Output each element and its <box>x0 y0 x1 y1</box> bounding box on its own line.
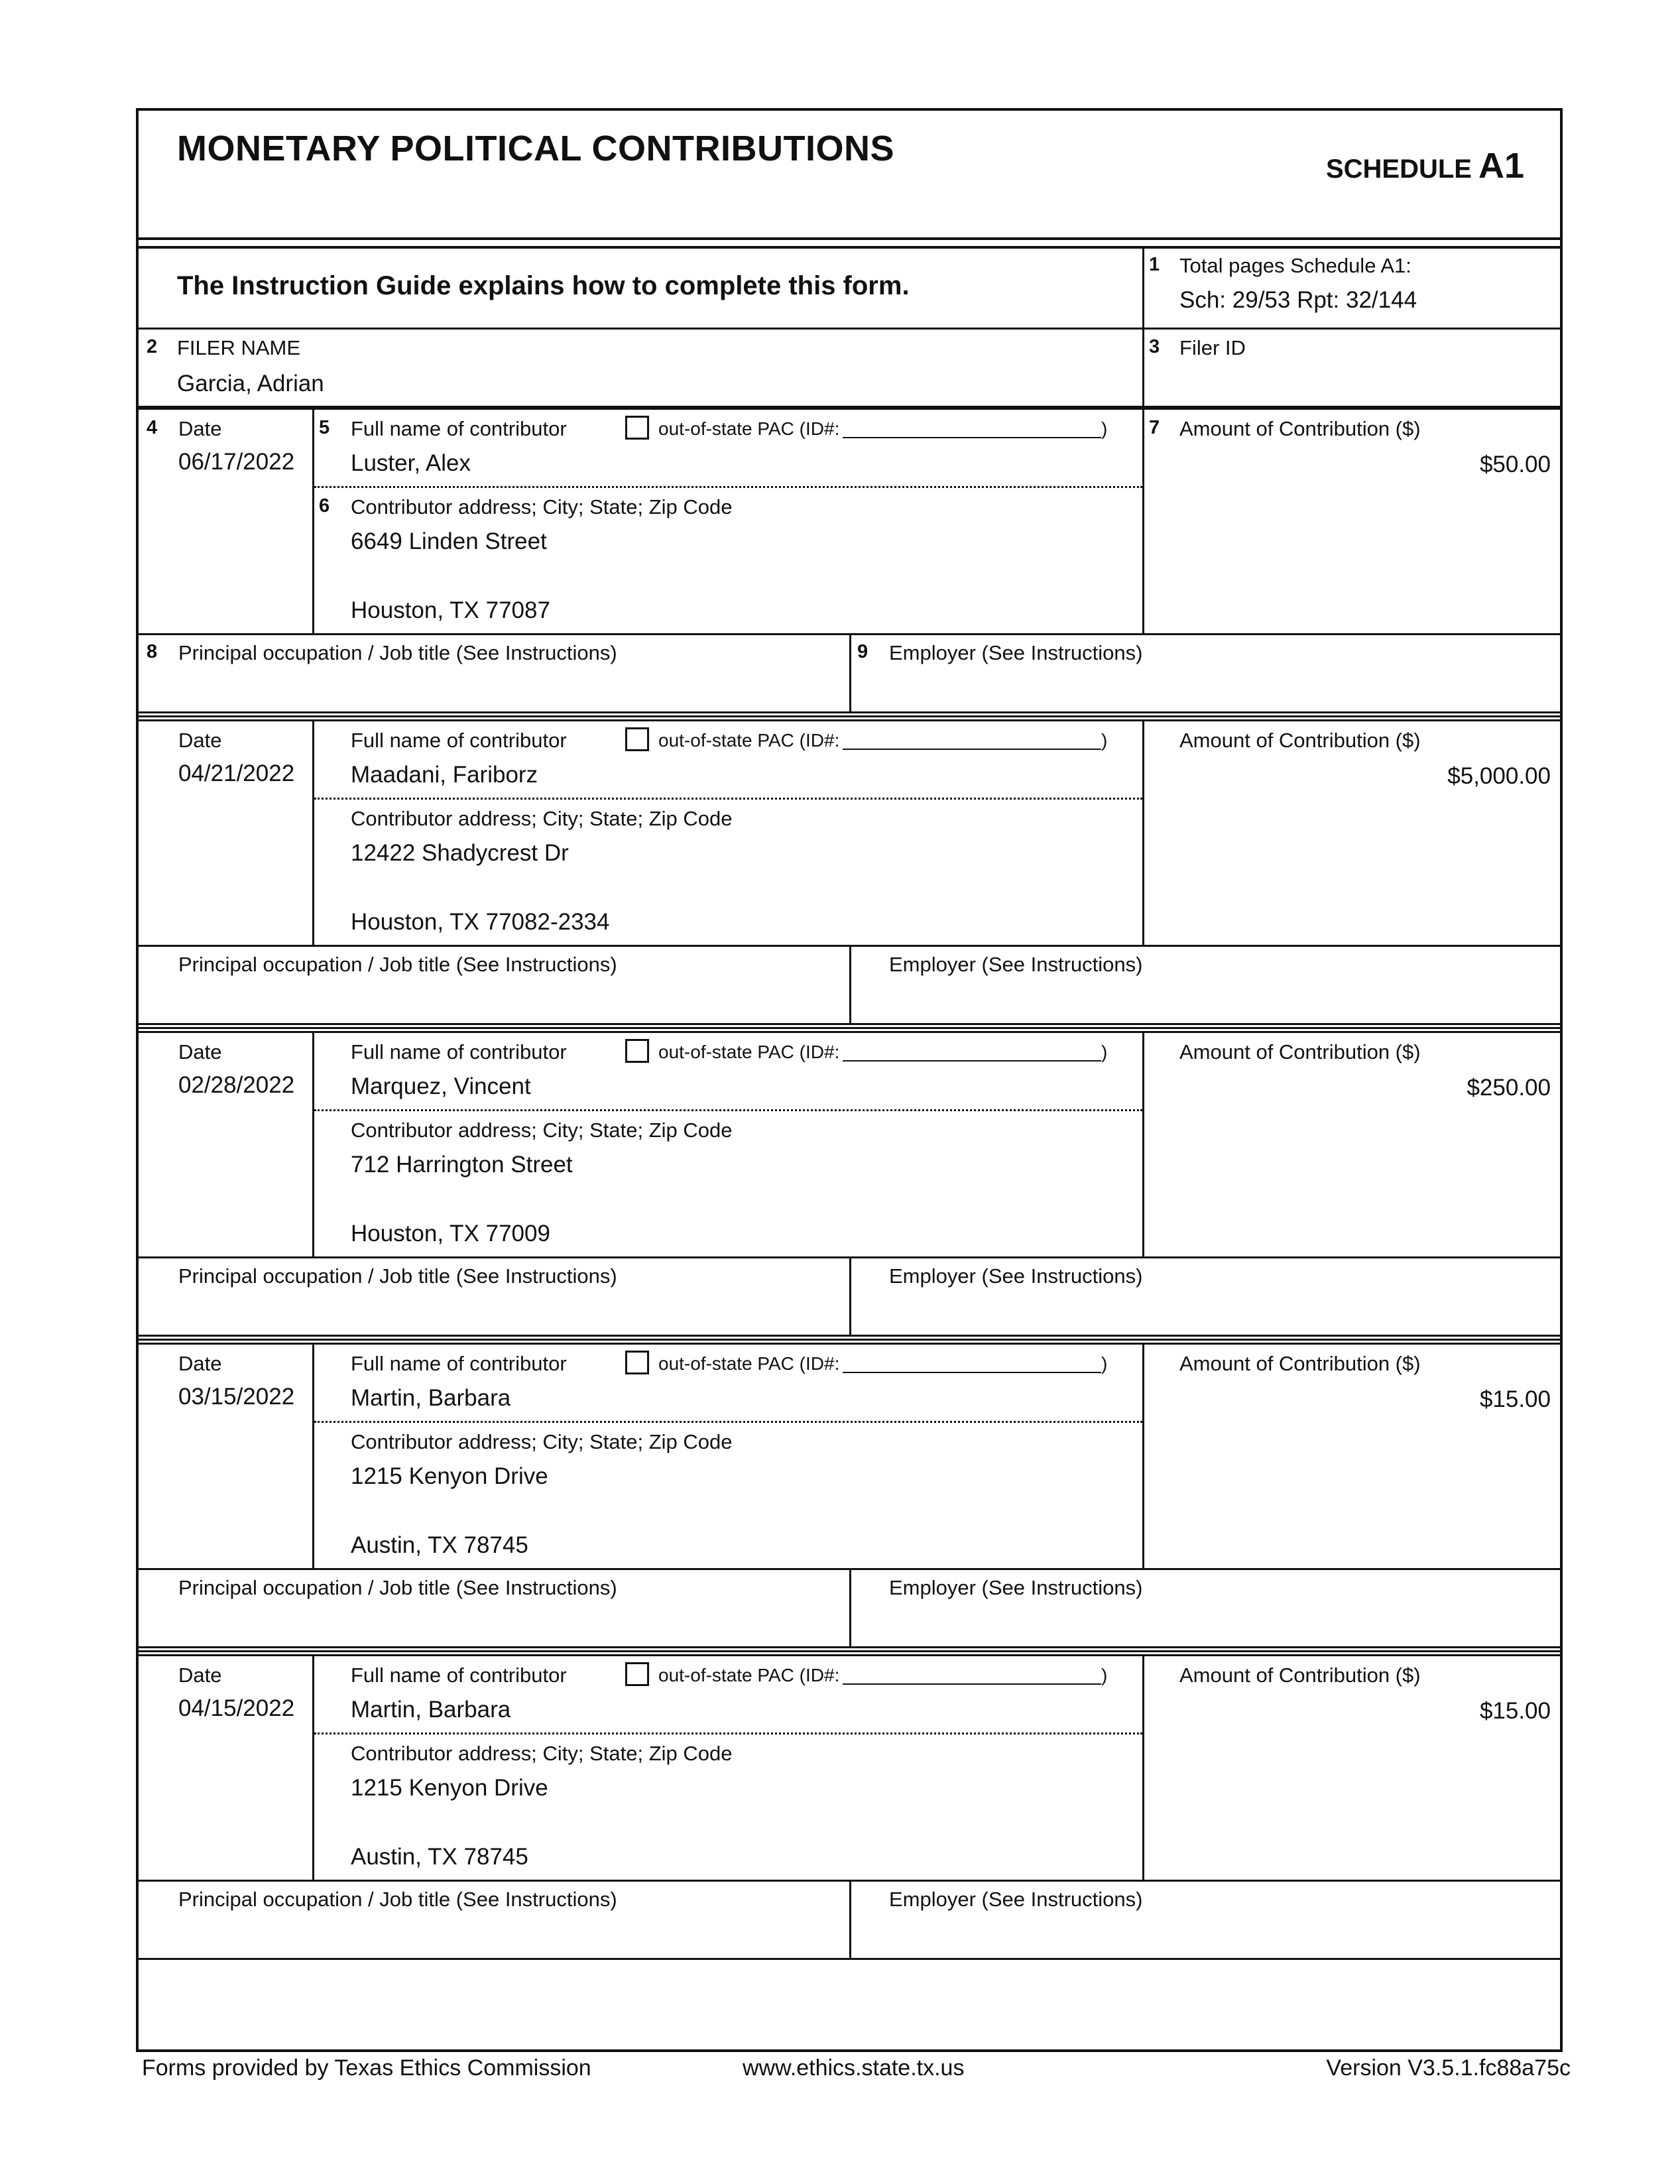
field-number: 3 <box>1149 336 1160 357</box>
date-label: Date <box>178 1352 222 1375</box>
contributor-name: Maadani, Fariborz <box>351 762 538 788</box>
pac-label-close: ) <box>1101 418 1108 439</box>
contribution-amount: $15.00 <box>1479 1698 1551 1724</box>
contributor-name-label: Full name of contributor <box>351 729 567 752</box>
address-label: Contributor address; City; State; Zip Code <box>351 1119 733 1142</box>
pac-label: out-of-state PAC (ID#: <box>658 418 840 439</box>
pac-label: out-of-state PAC (ID#: <box>658 1042 840 1062</box>
filer-id-label: Filer ID <box>1179 336 1246 359</box>
address-label: Contributor address; City; State; Zip Code <box>351 1430 733 1453</box>
pac-label-close: ) <box>1101 1042 1108 1062</box>
occupation-label: Principal occupation / Job title (See Instructions) <box>178 1264 617 1288</box>
field-number: 2 <box>147 336 158 357</box>
pac-label: out-of-state PAC (ID#: <box>658 1353 840 1374</box>
amount-label: Amount of Contribution ($) <box>1179 1040 1421 1063</box>
instruction-text: The Instruction Guide explains how to complete this form. <box>177 271 910 300</box>
amount-label: Amount of Contribution ($) <box>1179 1352 1421 1375</box>
out-of-state-pac-checkbox[interactable] <box>625 1662 649 1686</box>
schedule-label <box>1326 145 1524 186</box>
field-number: 9 <box>857 641 869 662</box>
contributor-street: 12422 Shadycrest Dr <box>351 840 569 866</box>
employer-label: Employer (See Instructions) <box>889 1264 1143 1288</box>
contribution-amount: $50.00 <box>1479 452 1551 477</box>
out-of-state-pac-checkbox[interactable] <box>625 1351 649 1374</box>
entry-top-border <box>139 408 1560 410</box>
address-label: Contributor address; City; State; Zip Code <box>351 495 733 518</box>
pac-label-close: ) <box>1101 1353 1108 1374</box>
contribution-entry <box>139 1031 1560 1335</box>
contributor-name: Martin, Barbara <box>351 1385 511 1411</box>
amount-label: Amount of Contribution ($) <box>1179 1664 1421 1687</box>
entry-top-border <box>139 1343 1560 1345</box>
divider <box>849 945 851 1023</box>
contribution-entry <box>139 1654 1560 1958</box>
date-label: Date <box>178 729 222 752</box>
total-pages-value: Sch: 29/53 Rpt: 32/144 <box>1179 287 1417 313</box>
form-header <box>139 111 1560 240</box>
divider <box>1142 1031 1144 1256</box>
out-of-state-pac-checkbox[interactable] <box>625 727 649 751</box>
contribution-amount: $15.00 <box>1479 1386 1551 1412</box>
entry-top-border <box>139 1031 1560 1033</box>
divider <box>1142 719 1144 945</box>
contributor-city-state-zip: Austin, TX 78745 <box>351 1844 528 1870</box>
divider <box>849 1568 851 1646</box>
address-label: Contributor address; City; State; Zip Code <box>351 1742 733 1765</box>
divider <box>312 408 314 633</box>
dotted-divider <box>314 1732 1142 1734</box>
pac-id-field[interactable] <box>843 437 1101 438</box>
pac-label: out-of-state PAC (ID#: <box>658 1665 840 1685</box>
contributor-name-label: Full name of contributor <box>351 1040 567 1063</box>
footer-version: Version V3.5.1.fc88a75c <box>1326 2055 1571 2081</box>
pac-id-field[interactable] <box>843 1372 1101 1373</box>
dotted-divider <box>314 798 1142 800</box>
entry-top-border <box>139 1339 1560 1341</box>
contribution-amount: $5,000.00 <box>1447 763 1551 789</box>
dotted-divider <box>314 1421 1142 1423</box>
entry-top-border <box>139 1650 1560 1652</box>
contributor-city-state-zip: Houston, TX 77009 <box>351 1221 550 1246</box>
divider <box>1142 249 1144 332</box>
occupation-label: Principal occupation / Job title (See Instructions) <box>178 641 617 664</box>
entry-top-border <box>139 715 1560 717</box>
employer-label: Employer (See Instructions) <box>889 953 1143 976</box>
amount-label: Amount of Contribution ($) <box>1179 417 1421 440</box>
contributor-street: 6649 Linden Street <box>351 528 547 554</box>
entry-top-border <box>139 1654 1560 1656</box>
contribution-entry <box>139 1343 1560 1646</box>
pac-label: out-of-state PAC (ID#: <box>658 730 840 751</box>
entry-bottom-border <box>139 1023 1560 1025</box>
pac-id-field[interactable] <box>843 1683 1101 1685</box>
out-of-state-pac-checkbox[interactable] <box>625 416 649 440</box>
contributor-name-label: Full name of contributor <box>351 417 567 440</box>
field-number: 8 <box>147 641 158 662</box>
contributor-name: Luster, Alex <box>351 450 471 476</box>
contributor-name: Martin, Barbara <box>351 1697 511 1723</box>
entry-bottom-border <box>139 711 1560 713</box>
date-label: Date <box>178 1040 222 1063</box>
filer-name-value: Garcia, Adrian <box>177 371 324 396</box>
schedule-word: SCHEDULE <box>1325 154 1472 184</box>
entry-bottom-border <box>139 1335 1560 1337</box>
divider <box>849 633 851 711</box>
pac-label-close: ) <box>1101 730 1108 751</box>
field-number: 4 <box>147 417 158 438</box>
contributor-name: Marquez, Vincent <box>351 1073 531 1099</box>
contribution-entry <box>139 719 1560 1023</box>
contribution-date: 04/15/2022 <box>178 1695 295 1721</box>
pac-id-field[interactable] <box>843 749 1101 750</box>
instruction-row <box>139 246 1560 330</box>
divider <box>849 1880 851 1958</box>
divider <box>1142 1343 1144 1568</box>
divider <box>849 1256 851 1335</box>
contribution-date: 02/28/2022 <box>178 1072 295 1098</box>
contributor-street: 1215 Kenyon Drive <box>351 1775 548 1801</box>
entry-bottom-border <box>139 1646 1560 1648</box>
divider <box>1142 1654 1144 1880</box>
occupation-label: Principal occupation / Job title (See Instructions) <box>178 1888 617 1911</box>
form-frame <box>136 108 1563 2052</box>
entry-bottom-border <box>139 1958 1560 1960</box>
employer-label: Employer (See Instructions) <box>889 1888 1143 1911</box>
footer-left: Forms provided by Texas Ethics Commission <box>142 2055 591 2081</box>
date-label: Date <box>178 1664 222 1687</box>
form-title: MONETARY POLITICAL CONTRIBUTIONS <box>177 129 894 168</box>
address-label: Contributor address; City; State; Zip Code <box>351 807 733 830</box>
field-number: 5 <box>319 417 330 438</box>
total-pages-label: Total pages Schedule A1: <box>1179 254 1411 277</box>
contribution-date: 06/17/2022 <box>178 449 295 475</box>
occupation-label: Principal occupation / Job title (See Instructions) <box>178 953 617 976</box>
filer-row <box>139 330 1560 408</box>
contribution-entry <box>139 408 1560 711</box>
field-number: 1 <box>1149 254 1160 275</box>
out-of-state-pac-checkbox[interactable] <box>625 1039 649 1063</box>
footer-url: www.ethics.state.tx.us <box>743 2055 965 2081</box>
divider <box>312 1654 314 1880</box>
occupation-label: Principal occupation / Job title (See Instructions) <box>178 1576 617 1599</box>
field-number: 7 <box>1149 417 1160 438</box>
amount-label: Amount of Contribution ($) <box>1179 729 1421 752</box>
contribution-date: 04/21/2022 <box>178 760 295 786</box>
divider <box>312 1031 314 1256</box>
contributor-city-state-zip: Houston, TX 77087 <box>351 597 550 623</box>
divider <box>1142 408 1144 633</box>
divider <box>1142 330 1144 408</box>
contributor-name-label: Full name of contributor <box>351 1352 567 1375</box>
date-label: Date <box>178 417 222 440</box>
field-number: 6 <box>319 495 330 516</box>
employer-label: Employer (See Instructions) <box>889 1576 1143 1599</box>
contributor-street: 712 Harrington Street <box>351 1152 573 1178</box>
contributor-city-state-zip: Houston, TX 77082-2334 <box>351 909 610 935</box>
contributor-street: 1215 Kenyon Drive <box>351 1463 548 1489</box>
filer-name-label: FILER NAME <box>177 336 301 359</box>
entry-top-border <box>139 719 1560 721</box>
pac-label-close: ) <box>1101 1665 1108 1685</box>
contribution-amount: $250.00 <box>1467 1075 1551 1101</box>
schedule-code: A1 <box>1478 146 1524 186</box>
contributor-city-state-zip: Austin, TX 78745 <box>351 1532 528 1558</box>
employer-label: Employer (See Instructions) <box>889 641 1143 664</box>
contributor-name-label: Full name of contributor <box>351 1664 567 1687</box>
pac-id-field[interactable] <box>843 1060 1101 1062</box>
entry-top-border <box>139 1027 1560 1029</box>
divider <box>312 719 314 945</box>
dotted-divider <box>314 1109 1142 1111</box>
divider <box>312 1343 314 1568</box>
dotted-divider <box>314 486 1142 488</box>
contribution-date: 03/15/2022 <box>178 1384 295 1410</box>
